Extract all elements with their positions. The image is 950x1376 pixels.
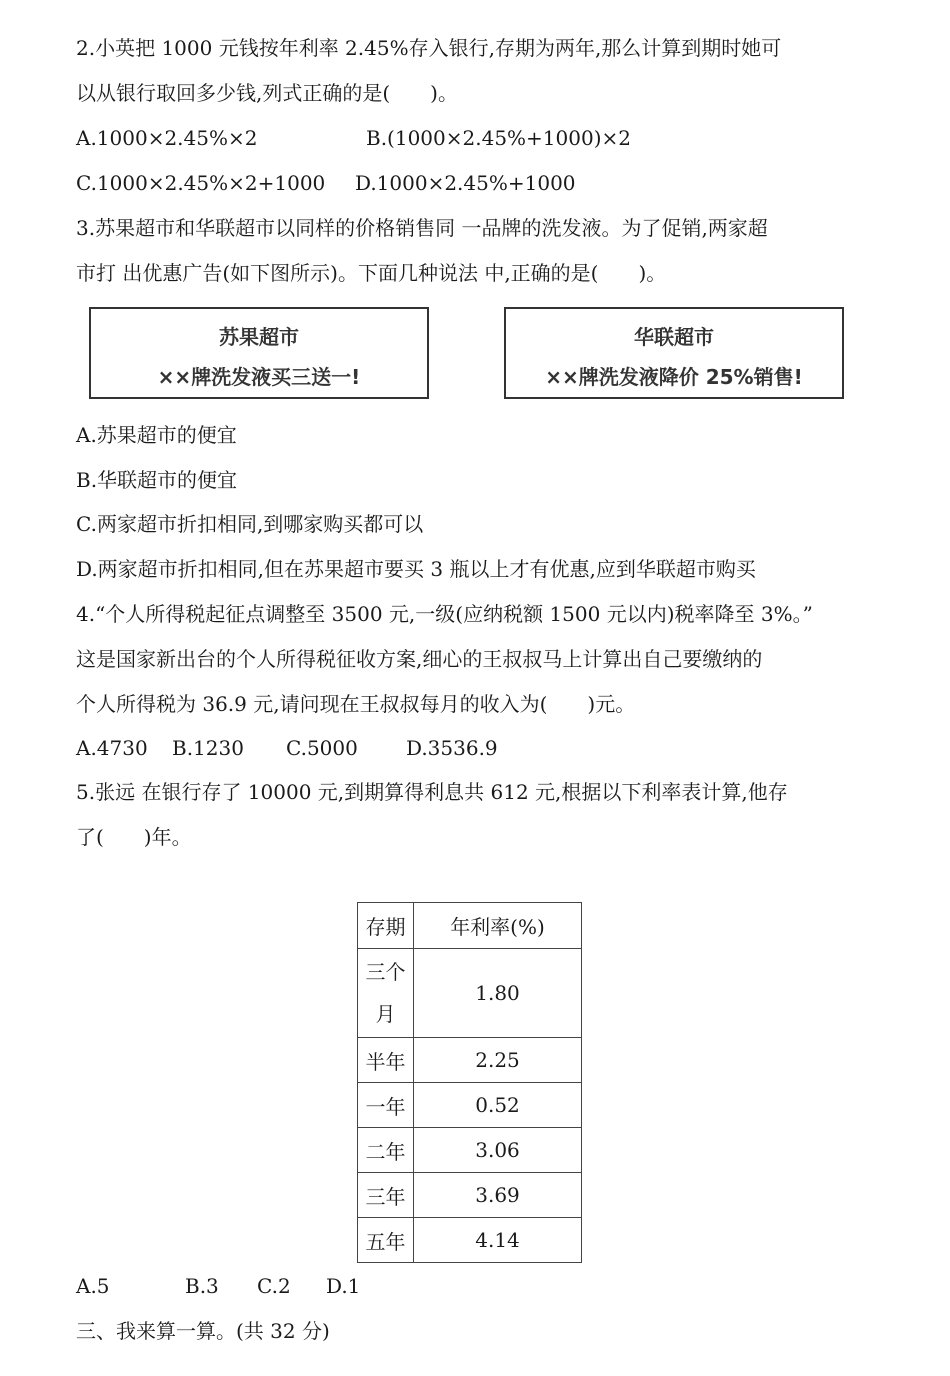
rate-cell: 2.25 — [414, 1038, 582, 1083]
q5-option-b: B.3 — [185, 1274, 219, 1298]
q2-option-d: D.1000×2.45%+1000 — [355, 171, 576, 195]
ad-promo-text: ××牌洗发液买三送一! — [157, 365, 361, 389]
q4-option-a: A.4730 — [76, 736, 148, 760]
q4-option-c: C.5000 — [286, 736, 358, 760]
table-row — [358, 1128, 582, 1173]
q4-text-line3: 个人所得税为 36.9 元,请问现在王叔叔每月的收入为( )元。 — [76, 692, 636, 716]
rate-cell: 3.06 — [414, 1128, 582, 1173]
rate-cell: 0.52 — [414, 1083, 582, 1128]
q2-option-a: A.1000×2.45%×2 — [76, 126, 258, 150]
header-period: 存期 — [358, 903, 414, 949]
q4-option-b: B.1230 — [172, 736, 244, 760]
q3-text-line1: 3.苏果超市和华联超市以同样的价格销售同 一品牌的洗发液。为了促销,两家超 — [76, 216, 768, 240]
q4-text-line1: 4.“个人所得税起征点调整至 3500 元,一级(应纳税额 1500 元以内)税率降至 3%。” — [76, 602, 813, 626]
period-cell: 半年 — [358, 1038, 414, 1083]
ad-hualian-supermarket — [504, 307, 844, 399]
ad-store-name: 苏果超市 — [219, 325, 299, 349]
period-cell: 三年 — [358, 1173, 414, 1218]
q3-option-b: B.华联超市的便宜 — [76, 468, 238, 492]
period-text-part1: 三个 — [365, 960, 406, 984]
table-row — [358, 1173, 582, 1218]
q5-option-d: D.1 — [326, 1274, 361, 1298]
rate-cell: 4.14 — [414, 1218, 582, 1263]
q4-option-d: D.3536.9 — [406, 736, 498, 760]
q2-text-line1: 2.小英把 1000 元钱按年利率 2.45%存入银行,存期为两年,那么计算到期时她可 — [76, 36, 782, 60]
table-row — [358, 1218, 582, 1263]
interest-rate-table — [357, 902, 582, 1263]
table-header-row — [358, 903, 582, 949]
rate-cell: 1.80 — [414, 949, 582, 1038]
period-cell — [358, 949, 414, 1038]
period-cell: 一年 — [358, 1083, 414, 1128]
q3-option-a: A.苏果超市的便宜 — [76, 423, 237, 447]
table-row — [358, 1083, 582, 1128]
q3-option-c: C.两家超市折扣相同,到哪家购买都可以 — [76, 512, 424, 536]
q5-text-line1: 5.张远 在银行存了 10000 元,到期算得利息共 612 元,根据以下利率表计算,他存 — [76, 780, 788, 804]
period-cell: 五年 — [358, 1218, 414, 1263]
period-text-part2: 月 — [375, 1002, 396, 1026]
q3-option-d: D.两家超市折扣相同,但在苏果超市要买 3 瓶以上才有优惠,应到华联超市购买 — [76, 557, 756, 581]
ad-promo-text: ××牌洗发液降价 25%销售! — [545, 365, 803, 389]
q2-option-b: B.(1000×2.45%+1000)×2 — [366, 126, 631, 150]
section-heading: 三、我来算一算。(共 32 分) — [76, 1319, 330, 1343]
q5-option-c: C.2 — [257, 1274, 291, 1298]
ad-store-name: 华联超市 — [634, 325, 714, 349]
period-cell: 二年 — [358, 1128, 414, 1173]
q5-option-a: A.5 — [76, 1274, 110, 1298]
q4-text-line2: 这是国家新出台的个人所得税征收方案,细心的王叔叔马上计算出自己要缴纳的 — [76, 647, 763, 671]
rate-cell: 3.69 — [414, 1173, 582, 1218]
q3-text-line2: 市打 出优惠广告(如下图所示)。下面几种说法 中,正确的是( )。 — [76, 261, 667, 285]
q5-text-line2: 了( )年。 — [76, 825, 192, 849]
q2-text-line2: 以从银行取回多少钱,列式正确的是( )。 — [76, 81, 458, 105]
header-rate: 年利率(%) — [414, 903, 582, 949]
table-row — [358, 1038, 582, 1083]
ad-sugo-supermarket — [89, 307, 429, 399]
table-row — [358, 949, 582, 1038]
q2-option-c: C.1000×2.45%×2+1000 — [76, 171, 326, 195]
